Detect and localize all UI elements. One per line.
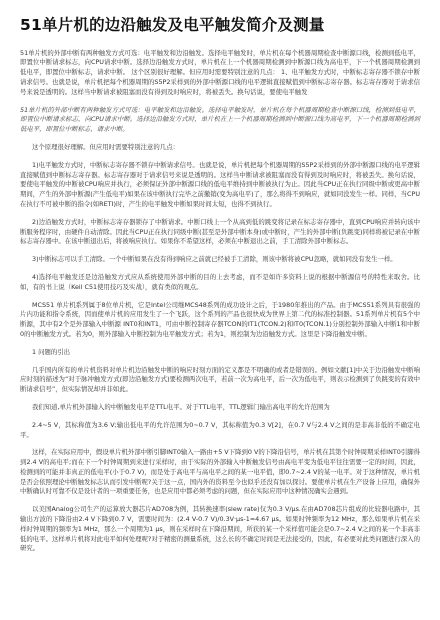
note-2: 2)边沿触发方式时，中断标志寄存器锁存了中断请求。中断口线上一个从高到低的跳变将记录在标志寄存器中，直到CPU响应并转向该中断服务程序时，由硬件自动清除。因此当CPU正在执行同级中断(甚至是外部中断本身)或中断时，产生的外部中断(负跳变)同样将被记录在中断标志寄存器中。在该中断退出后，将被响应执行。如果你不希望这样，必须在中断退出之前，手工清除外部中断标志。 [20,217,421,246]
notes-heading: 这个原理很好理解。但应用时需要特别注意的几点： [32,142,179,151]
ad708-paragraph: 以美国Analog公司生产的运算放大器芯片AD708为例，其转换速率(slew rate)仅为0.3 V/μs.在由AD708芯片组成的比较器电路中，其输出方波的下降沿由2.4 V下降到0.7 V，需要时间为：(2.4 V-0.7 V)/0.3V·μs-1=4.67 μs。如果时钟频率为12 MHz，那么如果单片机在采样时钟周期的频率为1 MHz，那么一个周期为1 μs，则在采样时在下降沿期间，所获的某一个采样值可能会是0.7~2.4 V之间的某一个非高非低的电平。这样单片机将对此电平如何处理呢?对于精密的测量系统，这么长的不确定时间是无法接受的，因此，有必要对此类问题进行深入的研究。 [20,505,420,553]
page-title: 51单片机的边沿触发及电平触发简介及测量 [20,16,325,34]
ttl-paragraph: 我们知道,单片机外部输入的中断触发电平是TTL电平。对于TTL电平，TTL逻辑门输出高电平的允许范围为 [32,402,330,411]
note-1: 1)电平触发方式时，中断标志寄存器不锁存中断请求信号。也就是说，单片机把每个机器周期的S5P2采样到的外部中断源口线的电平逻辑直接赋值到中断标志寄存器。标志寄存器对于请求信号来说是透明的。这样当中断请求被阻塞而没有得到及时响应时，将被丢失。换句话说，要使电平触发的中断被CPU响应并执行，必须保证外部中断源口线的低电平维持到中断被执行为止。因此当CPU正在执行同级中断或更高中断期间，产生的外部中断源(产生低电平)如果在该中断执行完毕之前撤销(变为高电平)了，那么将得不到响应，就如同没发生一样。同样，当CPU在执行不可被中断的指令(如RETI)时，产生的电平触发中断如果时间太短，也得不到执行。 [20,160,421,208]
intro-paragraph: 51单片机的外部中断有两种触发方式可选：电平触发和边沿触发。选择电平触发时，单片机在每个机器周期检查中断源口线，检测到低电平，即置位中断请求标志，向CPU请求中断。选择边沿触发方式时，单片机在上一个机器周期检测到中断源口线为高电平，下一个机器周期检测到低电平，即置位中断标志，请求中断。 这个区别很好理解。但应用时需要特别注意的几点： 1、电平触发方式时，中断标志寄存器不锁存中断请求信号。也就是说，单片机把每个机器周期的S5P2采样到的外部中断源口线的电平逻辑直接赋值到中断标志寄存器。标志寄存器对于请求信号来说是透明的。这样当中断请求被阻塞而没有得到及时响应时，将被丢失。换句话说，要使电平触发 [20,48,420,96]
problem-paragraph: 几乎国内所有的单片机资料对单片机边沿触发中断的响应时刻方面的定义都是不明确的或者是错误的。例如文献[1]中关于边沿触发中断响应时刻的描述为“对于脉冲触发方式(即边沿触发方式)要检测两次电平，若前一次为高电平，后一次为低电平，则表示检测到了负跳变的有效中断请求信号”，但实际情况却并非如此。 [20,365,420,394]
section-heading-1: 1 问题的引出 [32,347,71,356]
note-4: 4)选择电平触发还是边沿触发方式应从系统使用外部中断的目的上去考虑，而不是如许多资料上说的根据中断源信号的特性来取舍。比如，有的书上说（Keil C51使用技巧及实战），就有类似的观点。 [20,272,420,291]
quote-paragraph: 51单片机的外部中断有两种触发方式可选：电平触发和边沿触发。选择电平触发时，单片机在每个机器周期检查中断源口线，检测到低电平，即置位中断请求标志，向CPU请求中断。选择边沿触发方式时，单片机在上一个机器周期检测到中断源口线为高电平，下一个机器周期检测到低电平，即置位中断标志，请求中断。 [20,105,420,134]
ttl-range-paragraph: 2.4~5 V，其标称值为3.6 V;输出低电平的允许范围为0~0.7 V，其标称值为0.3 V[2]，在0.7 V与2.4 V之间的是非高非低的不确定电平。 [20,420,420,439]
note-3: 3)中断标志可以手工清除。一个中断如果在没有得到响应之前就已经被手工清除，则该中断将被CPU忽略，就如同没有发生一样。 [32,255,397,264]
mcs51-paragraph: MCS51 单片机系列属于8位单片机，它是Intel公司继MCS48系列的成功设计之后，于1980年推出的产品。由于MCS51系列具有很强的片内功能和指令系统，因而使单片机的应用发生了一个飞跃，这个系列的产品也很快成为世界上第二代的标准控制器。51系列单片机有5个中断源，其中有2个是外部输入中断源 INT0和INT1，可由中断控制寄存器TCON的IT1(TCON.2)和IT0(TCON.1)分别控制外部输入中断1和中断0的中断触发方式。若为0，则外部输入中断控制为电平触发方式；若为1，则控制为边沿触发方式。这里是下降沿触发中断。 [20,300,420,338]
example-paragraph: 这样，在实际应用中，假设单片机外部中断引脚INT0输入一路由+5 V下降到0 V的下降沿信号，单片机在其第个时钟周期采样INT0引脚得到2.4 V的高电平;而在下一个时钟周期到来进行采样时，由于实际的外部输入中断触发信号由高电平变为低电平往往需要一定的时间，因此，检测到的可能并非真正的低电平(小于0.7 V)，而是处于高电平与高电平之间的某一电平值，即0.7~2.4 V的某一电平。对于这种情况，单片机是否会依照理论中断触发标志认而引发中断呢?关于这一点，国内外的资料至今也似乎还没有加以探讨。要使单片机在生产设备上应用，确保外中断确认时可靠不仅是设计者的一项重要任务，也是应用中都必须考虑的问题，但在实际应用中这种情况确实会遇到。 [20,448,420,496]
